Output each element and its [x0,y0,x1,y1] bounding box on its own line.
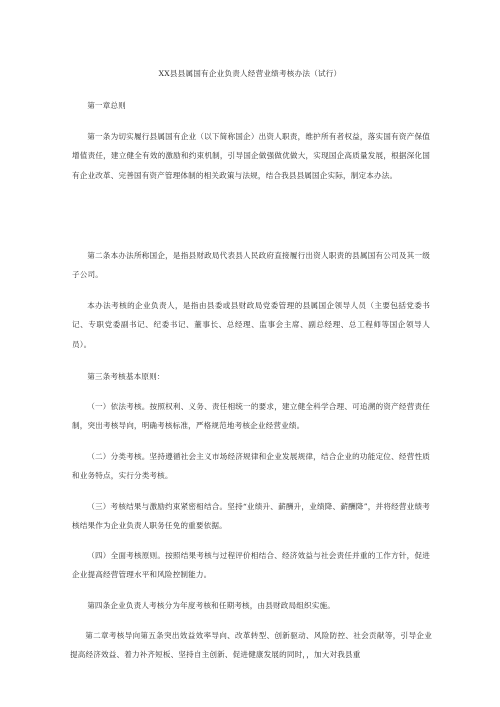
paragraph-principle-1: （一）依法考核。按照权利、义务、责任相统一的要求，建立健全科学合理、可追溯的资产经营责任制，突出考核导向，明确考核标准，严格规范地考核企业经营业绩。 [72,402,430,431]
paragraph-article-3: 第三条考核基本原则： [87,372,165,381]
paragraph-article-4: 第四条企业负责人考核分为年度考核和任期考核，由县财政局组织实施。 [87,601,335,610]
paragraph-chapter-2: 第二章考核导向第五条突出效益效率导向、改革转型、创新驱动、风险防控、社会贡献等，引导企业提高经济效益、着力补齐短板、坚持自主创新、促进健康发展的同时，，加大对我县重 [70,631,432,660]
paragraph-principle-3: （三）考核结果与激励约束紧密相结合。坚持“业绩升、薪酬升，业绩降、薪酬降”，并将经营业绩考核结果作为企业负责人职务任免的重要依据。 [72,502,430,531]
chapter-heading: 第一章总则 [87,101,126,110]
paragraph-article-1: 第一条为切实履行县属国有企业（以下简称国企）出资人职责，维护所有者权益，落实国有资产保值增值责任，建立健全有效的激励和约束机制，引导国企做强做优做大，实现国企高质量发展，根据深化国有企业改革、完善国有资产管理体制的相关政策与法规，结合我县县属国企实际，制定本办法。 [72,132,430,180]
document-title: XX县县属国有企业负责人经营业绩考核办法（试行） [158,69,342,78]
paragraph-article-2: 第二条本办法所称国企，是指县财政局代表县人民政府直接履行出资人职责的县属国有公司及其一级子公司。 [72,251,430,280]
paragraph-principle-4: （四）全面考核原则。按照结果考核与过程评价相结合、经济效益与社会责任并重的工作方针，促进企业提高经营管理水平和风险控制能力。 [72,551,430,580]
paragraph-leaders-scope: 本办法考核的企业负责人，是指由县委或县财政局党委管理的县属国企领导人员（主要包括党委书记、专职党委副书记、纪委书记、董事长、总经理、监事会主席、副总经理、总工程师等国企领导人员）。 [72,301,430,349]
paragraph-principle-2: （二）分类考核。坚持遵循社会主义市场经济规律和企业发展规律，结合企业的功能定位、经营性质和业务特点，实行分类考核。 [72,452,430,481]
